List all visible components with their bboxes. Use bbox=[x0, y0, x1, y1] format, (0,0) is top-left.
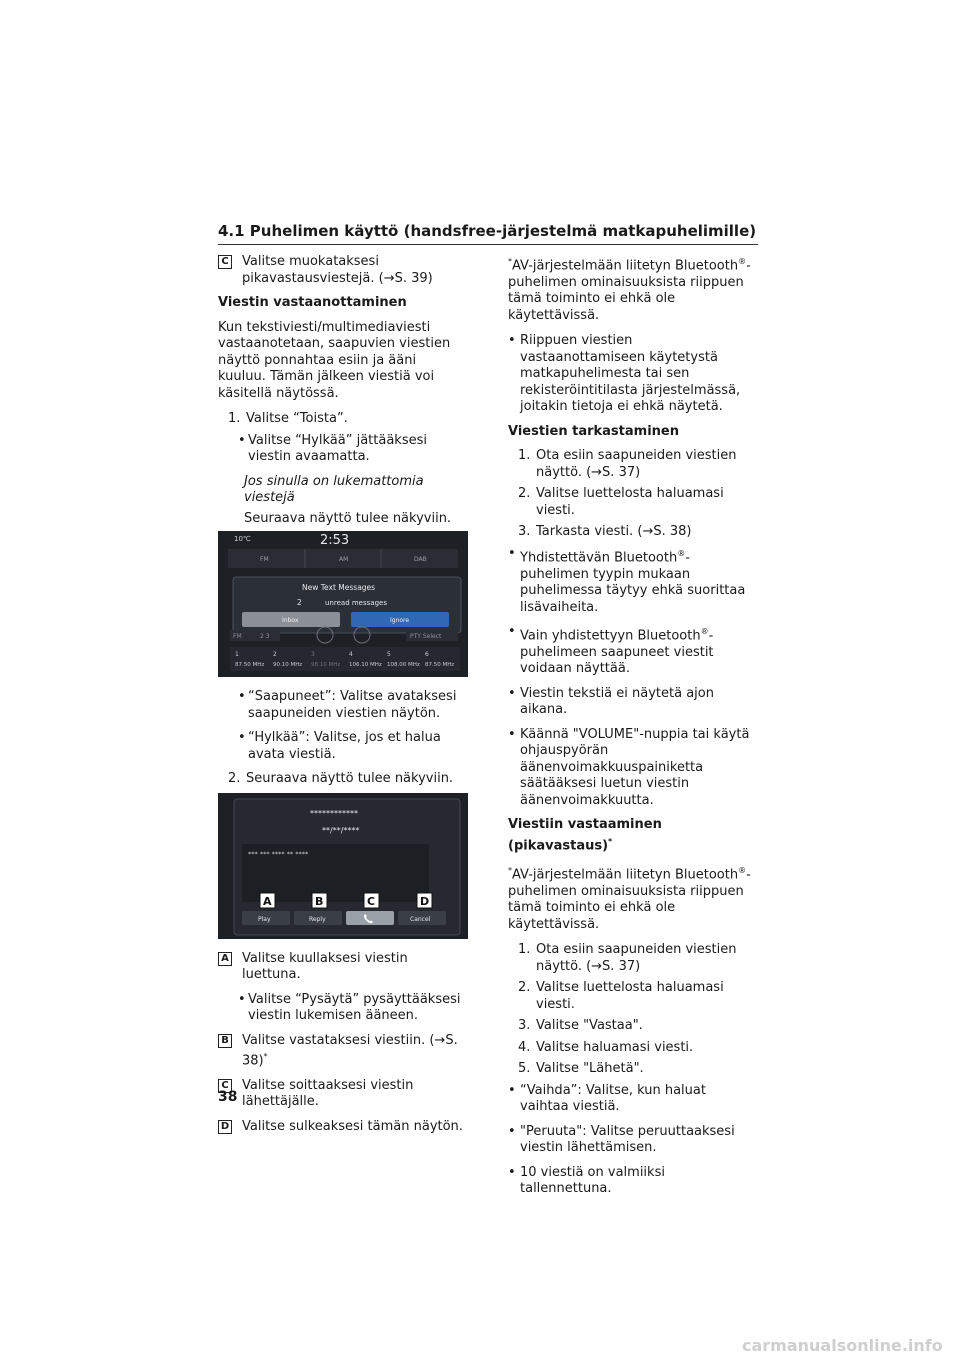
bullet-ten-messages: • 10 viestiä on valmiiksi tallennettuna. bbox=[508, 1165, 758, 1198]
label-d: D bbox=[420, 894, 430, 908]
step-num: 1. bbox=[518, 942, 531, 958]
bullet-reject: • “Hylkää”: Valitse, jos et halua avata viestiä. bbox=[238, 730, 468, 763]
message-date-masked: **/**/**** bbox=[322, 825, 360, 835]
step-text: Valitse “Toista”. bbox=[246, 411, 348, 426]
item-c-quick-reply bbox=[218, 254, 468, 287]
bullet-text: Riippuen viestien vastaanottamiseen käytetystä matkapuhelimesta tai sen rekisteröintitilasta järjestelmässä, joitakin tietoja ei ehkä näytetä. bbox=[520, 333, 741, 415]
item-a-text: Valitse kuullaksesi viestin luettuna. bbox=[242, 950, 408, 982]
screen1-tab-am[interactable]: AM bbox=[339, 556, 349, 563]
inbox-button-label: Inbox bbox=[282, 617, 299, 624]
bullet-driving: • Viestin tekstiä ei näytetä ajon aikana. bbox=[508, 686, 758, 719]
bullet-text: Vain yhdistettyyn Bluetooth bbox=[520, 628, 701, 644]
play-button-label: Play bbox=[258, 915, 271, 923]
check-step-3 bbox=[518, 524, 758, 541]
label-a: A bbox=[263, 894, 272, 908]
preset-frequency[interactable]: 87.50 MHz bbox=[425, 662, 455, 668]
step-text: Valitse "Vastaa". bbox=[536, 1018, 643, 1034]
bullet-text: “Vaihda”: Valitse, kun haluat vaihtaa viestiä. bbox=[520, 1082, 706, 1115]
bullet-content bbox=[520, 624, 758, 678]
bullet-text: Käännä "VOLUME"-nuppia tai käytä ohjauspyörän äänenvoimakkuuspainiketta säätääksesi luetun viestin äänenvoimakkuutta. bbox=[520, 726, 750, 808]
label-d-badge: D bbox=[218, 1120, 232, 1134]
screenshot-message-view bbox=[218, 793, 468, 939]
registered-mark: ® bbox=[738, 257, 747, 266]
step-num: 3. bbox=[518, 524, 531, 540]
heading-receive: Viestin vastaanottaminen bbox=[218, 295, 407, 310]
asterisk: * bbox=[263, 1052, 268, 1061]
item-b bbox=[218, 1033, 468, 1070]
step-num: 1. bbox=[228, 411, 241, 426]
item-c2-text: Valitse soittaaksesi viestin lähettäjälle. bbox=[242, 1077, 414, 1110]
heading-text: Viestiin vastaaminen (pikavastaus) bbox=[508, 817, 662, 854]
quick-step-1 bbox=[518, 942, 758, 975]
screenshot-new-messages bbox=[218, 531, 468, 677]
screen1-tab-fm[interactable]: FM bbox=[260, 556, 269, 563]
popup-unread: unread messages bbox=[325, 599, 387, 607]
quick-step-3 bbox=[518, 1018, 758, 1035]
step-text: Tarkasta viesti. (→S. 38) bbox=[536, 524, 692, 540]
bullet-content bbox=[520, 546, 758, 616]
bullet-ignore: • Valitse “Hylkää” jättääksesi viestin avaamatta. bbox=[238, 433, 468, 466]
note-availability-2 bbox=[508, 863, 758, 933]
bullet-text: Valitse “Pysäytä” pysäyttääksesi viestin lukemisen ääneen. bbox=[248, 991, 461, 1023]
bullet-text: “Hylkää”: Valitse, jos et halua avata viestiä. bbox=[248, 730, 441, 762]
step-text: Ota esiin saapuneiden viestien näyttö. (→S. 37) bbox=[536, 942, 737, 974]
message-text-masked: *** *** **** ** **** bbox=[248, 849, 309, 858]
page-number: 38 bbox=[218, 1089, 238, 1105]
asterisk: * bbox=[508, 865, 512, 875]
item-c-text: Valitse muokataksesi pikavastausviestejä. (→S. 39) bbox=[242, 254, 433, 286]
bullet-inbox: • “Saapuneet”: Valitse avataksesi saapuneiden viestien näytön. bbox=[238, 689, 468, 722]
screen1-svg bbox=[218, 531, 468, 677]
preset-frequency[interactable]: 87.50 MHz bbox=[235, 662, 265, 668]
preset-number: 1 bbox=[235, 651, 239, 658]
ignore-button-label: Ignore bbox=[390, 617, 410, 624]
right-column bbox=[508, 254, 758, 1206]
item-d bbox=[218, 1119, 468, 1136]
check-step-1 bbox=[518, 448, 758, 481]
step-num: 3. bbox=[518, 1018, 531, 1034]
pty-label: PTY Select bbox=[410, 633, 442, 640]
item-a bbox=[218, 951, 468, 984]
bullet-pause: • Valitse “Pysäytä” pysäyttääksesi viestin lukemisen ääneen. bbox=[238, 992, 468, 1025]
quick-step-4 bbox=[518, 1040, 758, 1057]
step-text: Seuraava näyttö tulee näkyviin. bbox=[246, 771, 454, 786]
note-text: AV-järjestelmään liitetyn Bluetooth bbox=[512, 867, 739, 883]
next-screen-text: Seuraava näyttö tulee näkyviin. bbox=[244, 510, 452, 526]
bullet-text: -puhelimen tyypin mukaan puhelimessa täytyy ehkä suorittaa lisävaiheita. bbox=[520, 550, 746, 615]
step-num: 2. bbox=[228, 771, 241, 786]
step-num: 4. bbox=[518, 1039, 531, 1055]
registered-mark: ® bbox=[700, 627, 709, 637]
preset-number: 6 bbox=[425, 651, 429, 658]
label-a-badge: A bbox=[218, 952, 232, 966]
asterisk: * bbox=[608, 836, 613, 846]
bullet-change: • “Vaihda”: Valitse, kun haluat vaihtaa viestiä. bbox=[508, 1083, 758, 1116]
step-text: Valitse luettelosta haluamasi viesti. bbox=[536, 486, 724, 518]
step-num: 2. bbox=[518, 486, 531, 502]
preset-number: 5 bbox=[387, 651, 391, 658]
page-header: 4.1 Puhelimen käyttö (handsfree-järjestelmä matkapuhelimille) bbox=[218, 222, 757, 240]
bullet-text: 10 viestiä on valmiiksi tallennettuna. bbox=[520, 1164, 665, 1197]
preset-number: 2 bbox=[273, 651, 277, 658]
band-num: 2 3 bbox=[260, 633, 270, 640]
cancel-button-label: Cancel bbox=[410, 915, 431, 923]
step-2 bbox=[228, 771, 468, 788]
asterisk: * bbox=[508, 257, 512, 266]
screen1-tab-dab[interactable]: DAB bbox=[414, 556, 427, 563]
bullet-text: Valitse “Hylkää” jättääksesi viestin avaamatta. bbox=[248, 432, 427, 464]
item-d-text: Valitse sulkeaksesi tämän näytön. bbox=[242, 1118, 463, 1134]
preset-number: 3 bbox=[311, 651, 315, 658]
preset-frequency[interactable]: 106.10 MHz bbox=[349, 662, 382, 668]
item-b-content bbox=[242, 1033, 468, 1070]
step-num: 2. bbox=[518, 980, 531, 996]
label-b: B bbox=[315, 894, 324, 908]
preset-frequency[interactable]: 98.10 MHz bbox=[311, 662, 341, 668]
popup-title: New Text Messages bbox=[302, 583, 376, 592]
quick-step-5 bbox=[518, 1061, 758, 1078]
sender-name-masked: ************ bbox=[310, 808, 358, 818]
preset-frequency[interactable]: 90.10 MHz bbox=[273, 662, 303, 668]
label-c: C bbox=[367, 894, 376, 908]
note-availability-1 bbox=[508, 254, 758, 324]
label-c-badge: C bbox=[218, 1079, 232, 1093]
popup-count: 2 bbox=[297, 598, 302, 607]
watermark: carmanualsonline.info bbox=[742, 1336, 943, 1355]
step-text: Valitse haluamasi viesti. bbox=[536, 1039, 694, 1055]
intro-paragraph: Kun tekstiviesti/multimediaviesti vastaanotetaan, saapuvien viestien näyttö ponnahtaa esiin ja ääni kuuluu. Tämän jälkeen viestiä voi käsitellä näytössä. bbox=[218, 319, 451, 401]
bullet-depend: • Riippuen viestien vastaanottamiseen käytetystä matkapuhelimesta tai sen rekisteröintitilasta järjestelmässä, joitakin tietoja ei ehkä näytetä. bbox=[508, 333, 758, 416]
step-num: 5. bbox=[518, 1061, 531, 1077]
bullet-text: -puhelimeen saapuneet viestit voidaan näyttää. bbox=[520, 628, 714, 677]
heading-check: Viestien tarkastaminen bbox=[508, 423, 679, 439]
step-1 bbox=[228, 411, 468, 428]
reply-button-label: Reply bbox=[309, 915, 326, 923]
bullet-text: "Peruuta": Valitse peruuttaaksesi viestin lähettämisen. bbox=[520, 1123, 735, 1156]
step-text: Valitse luettelosta haluamasi viesti. bbox=[536, 980, 724, 1012]
note-text: AV-järjestelmään liitetyn Bluetooth bbox=[512, 258, 739, 274]
bullet-text: Viestin tekstiä ei näytetä ajon aikana. bbox=[520, 685, 714, 718]
screen1-time: 2:53 bbox=[320, 533, 350, 548]
label-c-badge: C bbox=[218, 255, 232, 269]
label-b-badge: B bbox=[218, 1034, 232, 1048]
registered-mark: ® bbox=[677, 548, 686, 558]
bullet-volume: • Käännä "VOLUME"-nuppia tai käytä ohjauspyörän äänenvoimakkuuspainiketta säätääksesi luetun viestin äänenvoimakkuutta. bbox=[508, 727, 758, 810]
italic-note: Jos sinulla on lukemattomia viestejä bbox=[244, 473, 424, 505]
step-num: 1. bbox=[518, 448, 531, 464]
quick-step-2 bbox=[518, 980, 758, 1013]
item-b-text: Valitse vastataksesi viestiin. (→S. 38) bbox=[242, 1032, 458, 1069]
bullet-phone-type: • Yhdistettävän Bluetooth®-puhelimen tyypin mukaan puhelimessa täytyy ehkä suorittaa lisävaiheita. bbox=[508, 546, 758, 616]
heading-quick-reply bbox=[508, 817, 758, 854]
item-c-call bbox=[218, 1078, 468, 1111]
step-text: Valitse "Lähetä". bbox=[536, 1061, 644, 1077]
note-text: -puhelimen ominaisuuksista riippuen tämä toiminto ei ehkä ole käytettävissä. bbox=[508, 867, 751, 932]
screen1-temp: 10℃ bbox=[234, 535, 251, 543]
bullet-cancel: • "Peruuta": Valitse peruuttaaksesi viestin lähettämisen. bbox=[508, 1124, 758, 1157]
left-column bbox=[218, 254, 468, 1143]
header-rule bbox=[218, 244, 758, 245]
band-label: FM bbox=[233, 633, 242, 640]
bullet-text: “Saapuneet”: Valitse avataksesi saapuneiden viestien näytön. bbox=[248, 689, 457, 721]
check-step-2 bbox=[518, 486, 758, 519]
bullet-only-connected: • Vain yhdistettyyn Bluetooth®-puhelimeen saapuneet viestit voidaan näyttää. bbox=[508, 624, 758, 678]
bullet-text: Yhdistettävän Bluetooth bbox=[520, 550, 678, 566]
preset-number: 4 bbox=[349, 651, 353, 658]
screen2-svg bbox=[218, 793, 468, 939]
registered-mark: ® bbox=[738, 865, 747, 875]
note-text: -puhelimen ominaisuuksista riippuen tämä toiminto ei ehkä ole käytettävissä. bbox=[508, 258, 751, 323]
step-text: Ota esiin saapuneiden viestien näyttö. (→S. 37) bbox=[536, 448, 737, 480]
preset-frequency[interactable]: 108.00 MHz bbox=[387, 662, 420, 668]
